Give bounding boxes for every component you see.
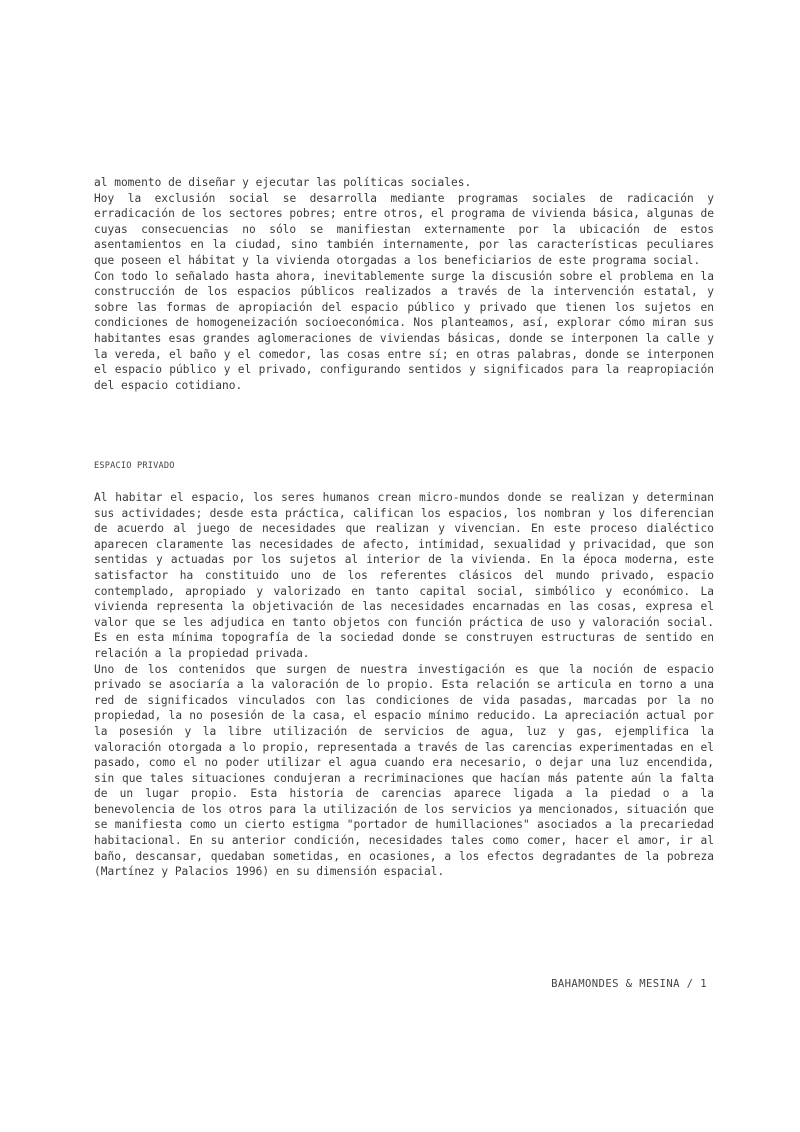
intro-text (94, 175, 714, 393)
paragraph: al momento de diseñar y ejecutar las políticas sociales. (94, 176, 472, 189)
paragraph: Al habitar el espacio, los seres humanos crean micro-mundos donde se realizan y determinan sus actividades; desde esta práctica, califican los espacios, los nombran y los diferencian de acuerdo al juego de necesidades que realizan y vivencian. En este proceso dialéctico aparecen claramente las necesidades de afecto, intimidad, sexualidad y privacidad, que son sentidas y actuadas por los sujetos al interior de la vivienda. En la época moderna, este satisfactor ha constituido uno de los referentes clásicos del mundo privado, espacio contemplado, apropiado y valorizado en tanto capital social, simbólico y económico. La vivienda representa la objetivación de las necesidades encarnadas en las cosas, expresa el valor que se les adjudica en tanto objetos con función práctica de uso y valoración social. Es en esta mínima topografía de la sociedad donde se construyen estructuras de sentido en relación a la propiedad privada. (94, 491, 714, 660)
page-footer: BAHAMONDES & MESINA / 1 (551, 978, 707, 990)
section-body (94, 490, 714, 880)
section-heading: ESPACIO PRIVADO (94, 461, 175, 471)
paragraph: Uno de los contenidos que surgen de nuestra investigación es que la noción de espacio privado se asociaría a la valoración de lo propio. Esta relación se articula en torno a una red de significados vinculados con las condiciones de vida pasadas, marcadas por la no propiedad, la no posesión de la casa, el espacio mínimo reducido. La apreciación actual por la posesión y la libre utilización de servicios de agua, luz y gas, ejemplifica la valoración otorgada a lo propio, representada a través de las carencias experimentadas en el pasado, como el no poder utilizar el agua cuando era necesario, o dejar una luz encendida, sin que tales situaciones condujeran a recriminaciones que hacían más patente aún la falta de un lugar propio. Esta historia de carencias aparece ligada a la piedad o a la benevolencia de los otros para la utilización de los servicios ya mencionados, situación que se manifiesta como un cierto estigma "portador de humillaciones" asociados a la precariedad habitacional. En su anterior condición, necesidades tales como comer, hacer el amor, ir al baño, descansar, quedaban sometidas, en ocasiones, a los efectos degradantes de la pobreza (Martínez y Palacios 1996) en su dimensión espacial. (94, 662, 714, 879)
paragraph: Hoy la exclusión social se desarrolla mediante programas sociales de radicación y erradicación de los sectores pobres; entre otros, el programa de vivienda básica, algunas de cuyas consecuencias no sólo se manifiestan externamente por la ubicación de estos asentamientos en la ciudad, sino también internamente, por las características peculiares que poseen el hábitat y la vivienda otorgadas a los beneficiarios de este programa social. (94, 191, 714, 267)
paragraph: Con todo lo señalado hasta ahora, inevitablemente surge la discusión sobre el problema en la construcción de los espacios públicos realizados a través de la intervención estatal, y sobre las formas de apropiación del espacio público y privado que tienen los sujetos en condiciones de homogeneización socioeconómica. Nos planteamos, así, explorar cómo miran sus habitantes esas grandes aglomeraciones de viviendas básicas, donde se interponen la calle y la vereda, el baño y el comedor, las cosas entre sí; en otras palabras, donde se interponen el espacio público y el privado, configurando sentidos y significados para la reapropiación del espacio cotidiano. (94, 269, 714, 392)
